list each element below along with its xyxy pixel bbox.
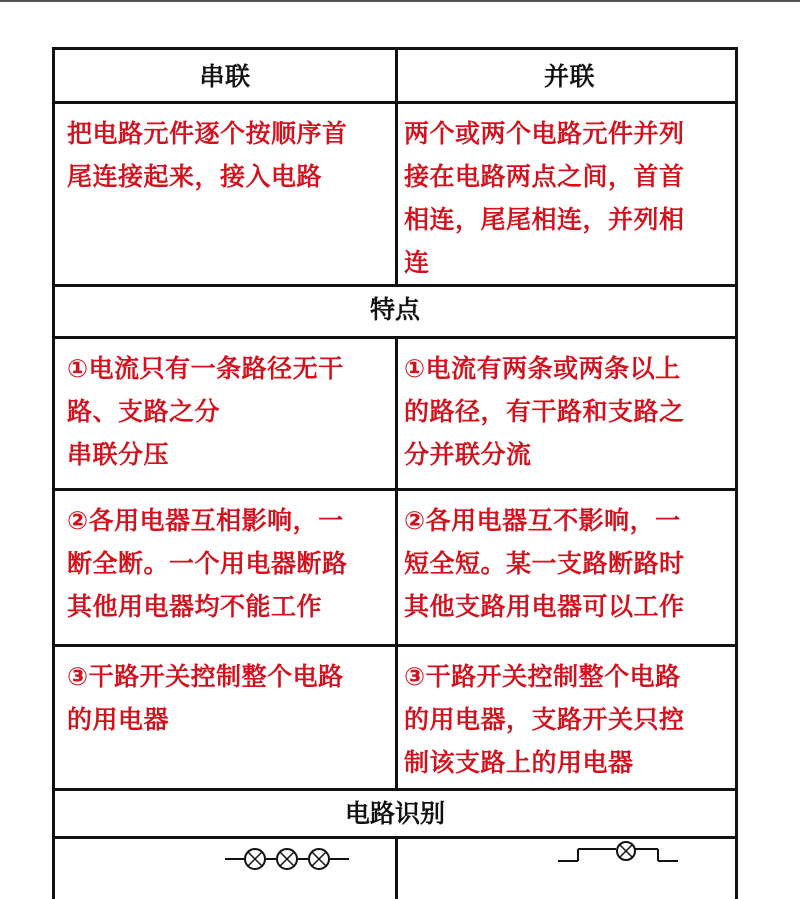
text-line: 其他支路用电器可以工作 xyxy=(404,592,685,621)
feature-row-2 xyxy=(55,491,735,647)
text-line: 的用电器 xyxy=(67,705,170,734)
identify-diagram-row xyxy=(55,839,735,899)
table-header-row xyxy=(55,50,735,104)
identify-heading-row xyxy=(55,791,735,839)
text-line: 连 xyxy=(404,248,430,277)
identify-heading: 电路识别 xyxy=(344,799,445,828)
feature2-series xyxy=(55,491,398,644)
text-line: 其他用电器均不能工作 xyxy=(67,592,323,621)
text-line: 路、支路之分 xyxy=(67,397,221,426)
text-line: 的路径，有干路和支路之 xyxy=(404,397,685,426)
text-line: ①电流有两条或两条以上 xyxy=(404,354,681,383)
text-line: 串联分压 xyxy=(67,440,170,469)
parallel-diagram-cell xyxy=(398,839,735,899)
text-line: ②各用电器互不影响，一 xyxy=(404,506,681,535)
text-line: ③干路开关控制整个电路 xyxy=(67,662,344,691)
features-heading: 特点 xyxy=(369,295,420,324)
text-line: ③干路开关控制整个电路 xyxy=(404,662,681,691)
text-line: 的用电器，支路开关只控 xyxy=(404,705,685,734)
text-line: 制该支路上的用电器 xyxy=(404,748,634,777)
text-line: 两个或两个电路元件并列 xyxy=(404,119,685,148)
header-parallel: 并联 xyxy=(543,62,595,91)
header-series: 串联 xyxy=(55,50,398,101)
feature-row-3 xyxy=(55,647,735,791)
feature1-parallel xyxy=(398,339,735,488)
text-line: 把电路元件逐个按顺序首 xyxy=(67,119,348,148)
feature1-series xyxy=(55,339,398,488)
definition-series xyxy=(55,104,398,284)
parallel-circuit-diagram xyxy=(558,841,758,871)
features-heading-row xyxy=(55,287,735,339)
definition-parallel xyxy=(398,104,735,284)
series-circuit-diagram xyxy=(225,841,425,871)
series-diagram-cell xyxy=(55,839,398,899)
feature3-parallel xyxy=(398,647,735,788)
definition-row xyxy=(55,104,735,287)
text-line: ②各用电器互相影响，一 xyxy=(67,506,344,535)
text-line: 断全断。一个用电器断路 xyxy=(67,549,348,578)
text-line: 分并联分流 xyxy=(404,440,532,469)
comparison-table xyxy=(52,47,738,899)
text-line: 相连，尾尾相连，并列相 xyxy=(404,205,685,234)
text-line: 尾连接起来，接入电路 xyxy=(67,162,323,191)
feature3-series xyxy=(55,647,398,788)
feature-row-1 xyxy=(55,339,735,491)
top-divider xyxy=(0,0,800,2)
text-line: ①电流只有一条路径无干 xyxy=(67,354,344,383)
text-line: 接在电路两点之间，首首 xyxy=(404,162,685,191)
text-line: 短全短。某一支路断路时 xyxy=(404,549,685,578)
feature2-parallel xyxy=(398,491,735,644)
